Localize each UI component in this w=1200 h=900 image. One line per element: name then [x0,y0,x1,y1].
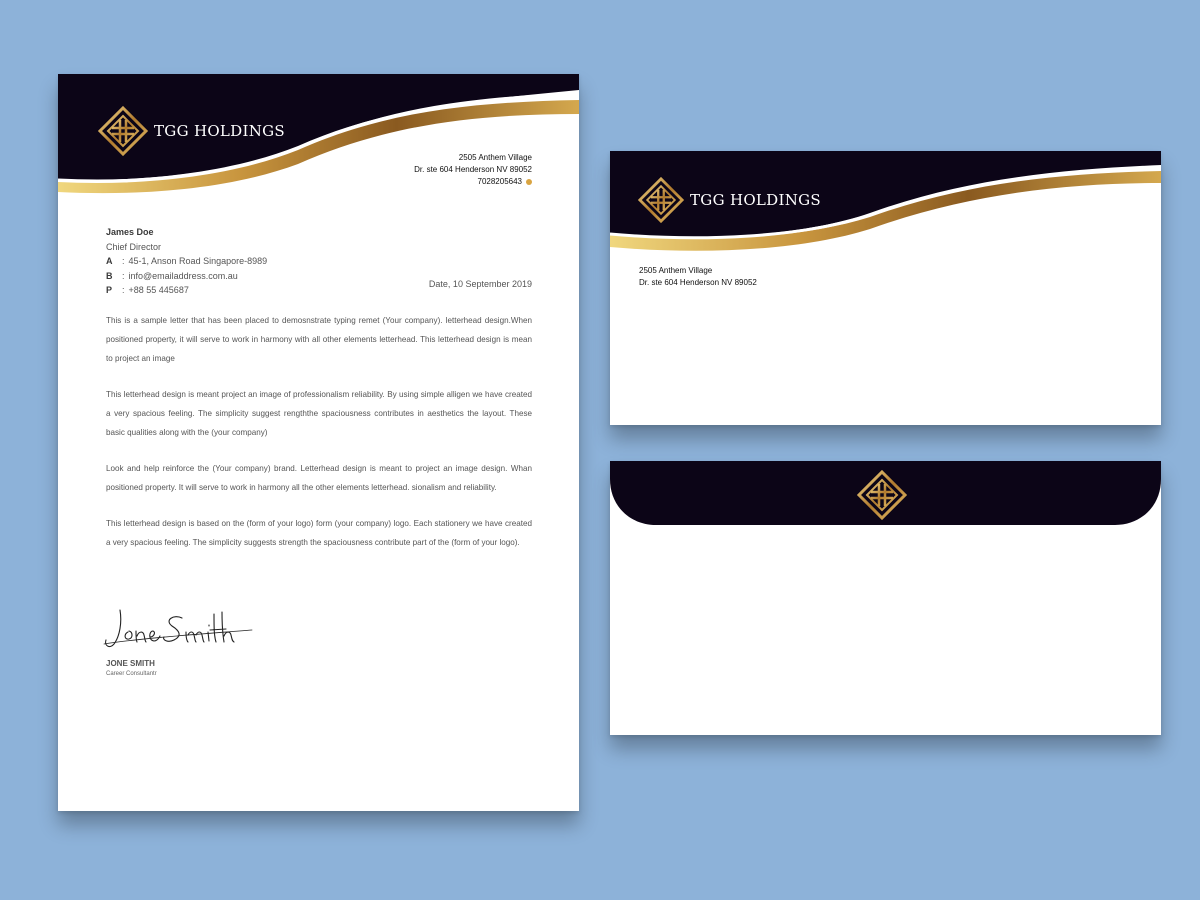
handwritten-signature [102,604,272,654]
signer-title: Career Consultantr [106,671,157,677]
address-line-1: 2505 Anthem Village [639,266,713,275]
row-sep: : [122,285,125,295]
tgg-diamond-logo-icon [857,470,907,520]
tgg-diamond-logo-icon [98,106,148,156]
phone-row [414,176,532,188]
letter-date: Date, 10 September 2019 [428,279,532,289]
phone-dot-icon [526,179,532,185]
envelope-front [610,151,1161,425]
brand-name: TGG HOLDINGS [154,122,286,140]
recipient-row-address [106,254,267,269]
body-paragraph: This letterhead design is based on the (form of your logo) form (your company) logo. Each stationery we have created a very spacious feeling. The simplicity suggests strength the spaciousness contribute part of the (form of your logo). [106,519,532,547]
row-value: info@emailaddress.com.au [128,270,238,281]
row-sep: : [122,270,125,281]
envelope-address [639,265,757,289]
letterhead-address [414,152,532,188]
tgg-diamond-logo-icon [638,177,684,223]
body-paragraph: Look and help reinforce the (Your company) brand. Letterhead design is meant to project an image design. Whan positioned property. It will serve to work in harmony all the other elements letterhead. sionalism and reliability. [106,464,532,492]
body-paragraph: This is a sample letter that has been placed to demosnstrate typing remet (Your company). letterhead design.When positioned property, it will serve to work in harmony with all other elements letterhead. This letterhead design is mean to project an image [106,316,532,363]
letter-body [106,311,532,569]
phone-number: 7028205643 [477,177,522,186]
letterhead-brand [98,106,285,156]
row-key: P [106,285,113,295]
envelope-back [610,461,1161,735]
address-line-2: Dr. ste 604 Henderson NV 89052 [639,278,757,287]
row-value: +88 55 445687 [128,285,189,295]
row-key: A [106,256,113,266]
brand-name: TGG HOLDINGS [690,191,822,209]
body-paragraph: This letterhead design is meant project an image of professionalism reliability. By using simple alligen we have created a very spacious feeling. The simplicity suggest rengththe spaciousness contributes in aesthetics the layout. These basic qualities along with the (your company) [106,390,532,437]
address-line-1: 2505 Anthem Village [458,153,532,162]
recipient-row-phone [106,283,267,298]
recipient-row-email [106,269,267,284]
signer-name: JONE SMITH [106,659,155,668]
row-sep: : [122,256,125,266]
recipient-name: James Doe [106,227,154,237]
recipient-block [106,225,267,298]
envelope-brand [638,177,821,223]
row-value: 45-1, Anson Road Singapore-8989 [128,256,268,266]
recipient-title: Chief Director [106,241,162,252]
address-line-2: Dr. ste 604 Henderson NV 89052 [414,165,532,174]
letterhead-sheet [58,74,579,811]
row-key: B [106,270,113,281]
